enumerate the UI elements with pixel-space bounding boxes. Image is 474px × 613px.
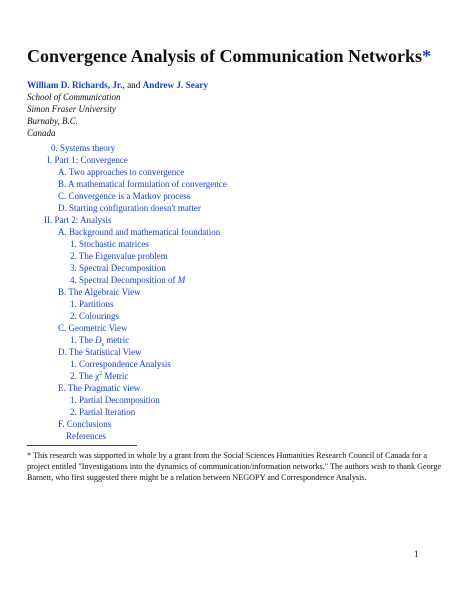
author-link-seary[interactable]: Andrew J. Seary — [142, 80, 209, 90]
toc-item-algebraic-view[interactable]: B. The Algebraic View — [58, 287, 141, 297]
affiliation-city: Burnaby, B.C. — [27, 116, 78, 126]
toc-item-two-approaches[interactable]: A. Two approaches to convergence — [58, 167, 185, 177]
author-line — [27, 80, 208, 90]
toc-item-part2-analysis[interactable]: II. Part 2: Analysis — [44, 215, 112, 225]
symbol-chi: χ — [95, 371, 100, 381]
toc-item-spectral-decomposition-m[interactable] — [70, 275, 185, 285]
toc-item-ds-metric-pre: 1. The — [70, 335, 96, 345]
toc-item-ds-metric[interactable] — [70, 335, 129, 348]
toc-item-partitions[interactable]: 1. Partitions — [70, 299, 114, 309]
toc-item-pragmatic-view[interactable]: E. The Pragmatic view — [58, 383, 141, 393]
symbol-chi-superscript: 2 — [99, 371, 103, 377]
title-footnote-link[interactable]: * — [421, 46, 431, 66]
symbol-d: D — [95, 335, 102, 345]
footnote-divider — [27, 445, 137, 446]
toc-item-partial-iteration[interactable]: 2. Partial Iteration — [70, 407, 136, 417]
toc-item-part1-convergence[interactable]: I. Part 1: Convergence — [47, 155, 128, 165]
toc-item-correspondence-analysis[interactable]: 1. Correspondence Analysis — [70, 359, 171, 369]
affiliation-school: School of Communication — [27, 92, 121, 102]
toc-item-eigenvalue-problem[interactable]: 2. The Eigenvalue problem — [70, 251, 168, 261]
toc-item-starting-configuration[interactable]: D. Starting configuration doesn't matter — [58, 203, 201, 213]
toc-item-background[interactable]: A. Background and mathematical foundation — [58, 227, 221, 237]
toc-item-stochastic-matrices[interactable]: 1. Stochastic matrices — [70, 239, 149, 249]
toc-item-references[interactable]: References — [66, 431, 106, 441]
page-number: 1 — [414, 549, 419, 559]
toc-item-chi-square-metric[interactable] — [70, 371, 128, 381]
author-separator: , and — [122, 80, 143, 90]
footnote: * This research was supported in whole by a grant from the Social Sciences Humanities Research Council of Canada for a project entitled "Investigations into the dynamics of communication/information networks." The authors wish to thank George Barnett, who first suggested there might be a relation between NEGOPY and Correspondence Analysis. — [27, 451, 442, 482]
toc-item-partial-decomposition[interactable]: 1. Partial Decomposition — [70, 395, 160, 405]
page-title — [27, 46, 457, 67]
title-text: Convergence Analysis of Communication Networks — [27, 46, 422, 66]
toc-item-conclusions[interactable]: F. Conclusions — [58, 419, 112, 429]
toc-item-mathematical-formulation[interactable]: B. A mathematical formulation of convergence — [58, 179, 227, 189]
toc-item-ds-metric-post: metric — [103, 335, 130, 345]
toc-item-statistical-view[interactable]: D. The Statistical View — [58, 347, 142, 357]
affiliation-country: Canada — [27, 128, 56, 138]
symbol-d-subscript: s — [101, 341, 104, 348]
toc-item-spectral-decomposition[interactable]: 3. Spectral Decomposition — [70, 263, 166, 273]
toc-item-geometric-view[interactable]: C. Geometric View — [58, 323, 128, 333]
toc-item-colourings[interactable]: 2. Colourings — [70, 311, 120, 321]
toc-item-spectral-decomposition-m-text: 4. Spectral Decomposition of — [70, 275, 178, 285]
toc-item-systems-theory[interactable]: 0. Systems theory — [51, 143, 116, 153]
toc-item-markov-process[interactable]: C. Convergence is a Markov process — [58, 191, 191, 201]
affiliation-university: Simon Fraser University — [27, 104, 116, 114]
symbol-m: M — [177, 275, 186, 285]
author-link-richards[interactable]: William D. Richards, Jr. — [27, 80, 123, 90]
toc-item-chi-square-metric-post: Metric — [102, 371, 129, 381]
toc-item-chi-square-metric-pre: 2. The — [70, 371, 96, 381]
